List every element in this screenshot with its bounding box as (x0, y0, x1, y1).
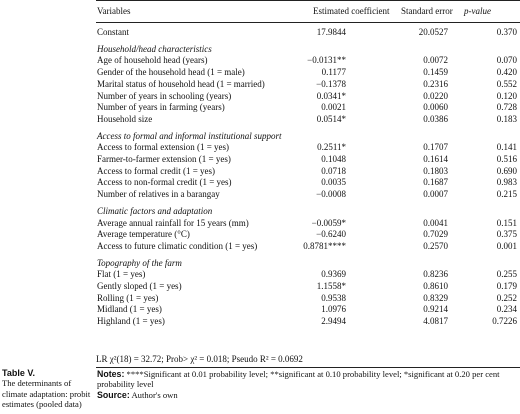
p-value-cell: 0.120 (496, 90, 517, 101)
coefficient-cell: −0.0008 (316, 189, 346, 200)
table-row (96, 27, 520, 39)
coefficient-cell: 0.0035 (321, 177, 346, 188)
p-value-cell: 0.375 (496, 229, 517, 240)
top-rule (96, 0, 520, 1)
variable-name: Access to formal credit (1 = yes) (97, 165, 216, 176)
table-row (96, 281, 520, 293)
coefficient-cell: 0.0514* (316, 113, 346, 124)
header-p-value: p-value (464, 6, 491, 16)
p-value-cell: 0.183 (496, 113, 517, 124)
std-error-cell: 0.0060 (423, 102, 448, 113)
section-label: Household/head characteristics (97, 43, 212, 54)
p-value-cell: 0.728 (496, 102, 517, 113)
p-value-cell: 0.516 (496, 154, 517, 164)
coefficient-cell: 0.0021 (321, 102, 346, 113)
header-standard-error: Standard error (401, 6, 453, 16)
notes-label: Notes: (97, 369, 125, 379)
table-row (96, 229, 520, 241)
variable-name: Farmer-to-farmer extension (1 = yes) (97, 154, 231, 164)
variable-name: Marital status of household head (1 = married) (97, 78, 265, 89)
table-row (96, 79, 520, 91)
std-error-cell: 0.2316 (423, 78, 448, 89)
coefficient-cell: 0.9538 (321, 292, 346, 303)
table-row (96, 102, 520, 114)
bottom-rule (96, 367, 520, 368)
std-error-cell: 0.0041 (423, 217, 448, 228)
variable-name: Number of relatives in a barangay (97, 189, 220, 200)
std-error-cell: 0.0386 (423, 113, 448, 124)
coefficient-cell: 0.0341* (316, 90, 346, 101)
std-error-cell: 0.8236 (423, 269, 448, 280)
table-notes (97, 369, 518, 400)
p-value-cell: 0.552 (496, 78, 517, 89)
coefficient-cell: 0.9369 (321, 269, 346, 280)
section-heading (96, 258, 520, 270)
coefficient-cell: −0.6240 (316, 229, 346, 240)
variable-name: Access to formal extension (1 = yes) (97, 142, 230, 153)
std-error-cell: 0.1614 (423, 154, 448, 164)
variable-name: Household size (97, 113, 153, 124)
table-row (96, 142, 520, 154)
variable-name: Access to non-formal credit (1 = yes) (97, 177, 232, 188)
std-error-cell: 0.1803 (423, 165, 448, 176)
table-row (96, 114, 520, 126)
model-statistics: LR χ²(18) = 32.72; Prob> χ² = 0.018; Pseudo R² = 0.0692 (96, 354, 303, 364)
std-error-cell: 4.0817 (423, 316, 448, 327)
section-label: Topography of the farm (97, 257, 182, 268)
header-coefficient: Estimated coefficient (313, 6, 390, 16)
section-label: Climatic factors and adaptation (97, 205, 213, 216)
section-heading (96, 44, 520, 56)
coefficient-cell: −0.0131** (307, 55, 346, 66)
std-error-cell: 0.1459 (423, 67, 448, 78)
variable-name: Age of household head (years) (97, 55, 208, 66)
p-value-cell: 0.690 (496, 165, 517, 176)
std-error-cell: 0.1707 (423, 142, 448, 153)
variable-name: Average annual rainfall for 15 years (mm) (97, 217, 249, 228)
variable-name: Gender of the household head (1 = male) (97, 67, 245, 78)
notes-text: ****Significant at 0.01 probability level; **significant at 0.10 probability level; *significant at 0.20 per cent probability level (97, 369, 500, 390)
table-row (96, 154, 520, 166)
p-value-cell: 0.7226 (492, 316, 517, 327)
variable-name: Constant (97, 27, 130, 37)
table-row (96, 177, 520, 189)
table-row (96, 166, 520, 178)
p-value-cell: 0.001 (496, 240, 517, 251)
table-row (96, 269, 520, 281)
coefficient-cell: 0.1177 (321, 67, 346, 78)
table-row (96, 55, 520, 67)
section-label: Access to formal and informal institutional support (97, 130, 282, 141)
std-error-cell: 20.0527 (418, 27, 448, 37)
section-heading (96, 206, 520, 218)
table-row (96, 304, 520, 316)
p-value-cell: 0.234 (496, 304, 517, 315)
variable-name: Average temperature (°C) (97, 229, 190, 240)
source-label: Source: (97, 389, 130, 400)
coefficient-cell: 17.9844 (316, 27, 346, 37)
coefficient-cell: 0.0718 (321, 165, 346, 176)
section-heading (96, 131, 520, 143)
header-variables: Variables (97, 6, 131, 16)
table-row (96, 293, 520, 305)
coefficient-cell: 2.9494 (321, 316, 346, 327)
variable-name: Rolling (1 = yes) (97, 292, 159, 303)
variable-name: Midland (1 = yes) (97, 304, 162, 315)
coefficient-cell: 0.2511* (317, 142, 346, 153)
table-row (96, 91, 520, 103)
std-error-cell: 0.8329 (423, 292, 448, 303)
variable-name: Number of years in schooling (years) (97, 90, 232, 101)
std-error-cell: 0.8610 (423, 281, 448, 291)
p-value-cell: 0.179 (496, 281, 517, 291)
table-row (96, 316, 520, 328)
variable-name: Gently sloped (1 = yes) (97, 281, 182, 291)
p-value-cell: 0.070 (496, 55, 517, 66)
p-value-cell: 0.151 (496, 217, 517, 228)
std-error-cell: 0.0007 (423, 189, 448, 200)
p-value-cell: 0.255 (496, 269, 517, 280)
table-row (96, 67, 520, 79)
std-error-cell: 0.7029 (423, 229, 448, 240)
variable-name: Number of years in farming (years) (97, 102, 225, 113)
std-error-cell: 0.0220 (423, 90, 448, 101)
std-error-cell: 0.9214 (423, 304, 448, 315)
coefficient-cell: −0.1378 (316, 78, 346, 89)
p-value-cell: 0.252 (496, 292, 517, 303)
header-rule (96, 22, 520, 23)
table-title: The determinants of climate adaptation: probit estimates (pooled data) (2, 378, 91, 410)
variable-name: Access to future climatic condition (1 = yes) (97, 240, 258, 251)
p-value-cell: 0.983 (496, 177, 517, 188)
table-row (96, 189, 520, 201)
p-value-cell: 0.141 (496, 142, 517, 153)
coefficient-cell: −0.0059* (311, 217, 346, 228)
variable-name: Highland (1 = yes) (97, 316, 165, 327)
table-number: Table V. (2, 368, 36, 378)
coefficient-cell: 0.8781**** (303, 240, 346, 251)
p-value-cell: 0.370 (496, 27, 517, 37)
coefficient-cell: 1.1558* (316, 281, 346, 291)
table-caption (2, 368, 94, 410)
std-error-cell: 0.1687 (423, 177, 448, 188)
table-row (96, 241, 520, 253)
p-value-cell: 0.420 (496, 67, 517, 78)
coefficient-cell: 1.0976 (321, 304, 346, 315)
std-error-cell: 0.2570 (423, 240, 448, 251)
std-error-cell: 0.0072 (423, 55, 448, 66)
variable-name: Flat (1 = yes) (97, 269, 146, 280)
p-value-cell: 0.215 (496, 189, 517, 200)
source-text: Author's own (131, 389, 178, 400)
coefficient-cell: 0.1048 (321, 154, 346, 164)
table-row (96, 218, 520, 230)
